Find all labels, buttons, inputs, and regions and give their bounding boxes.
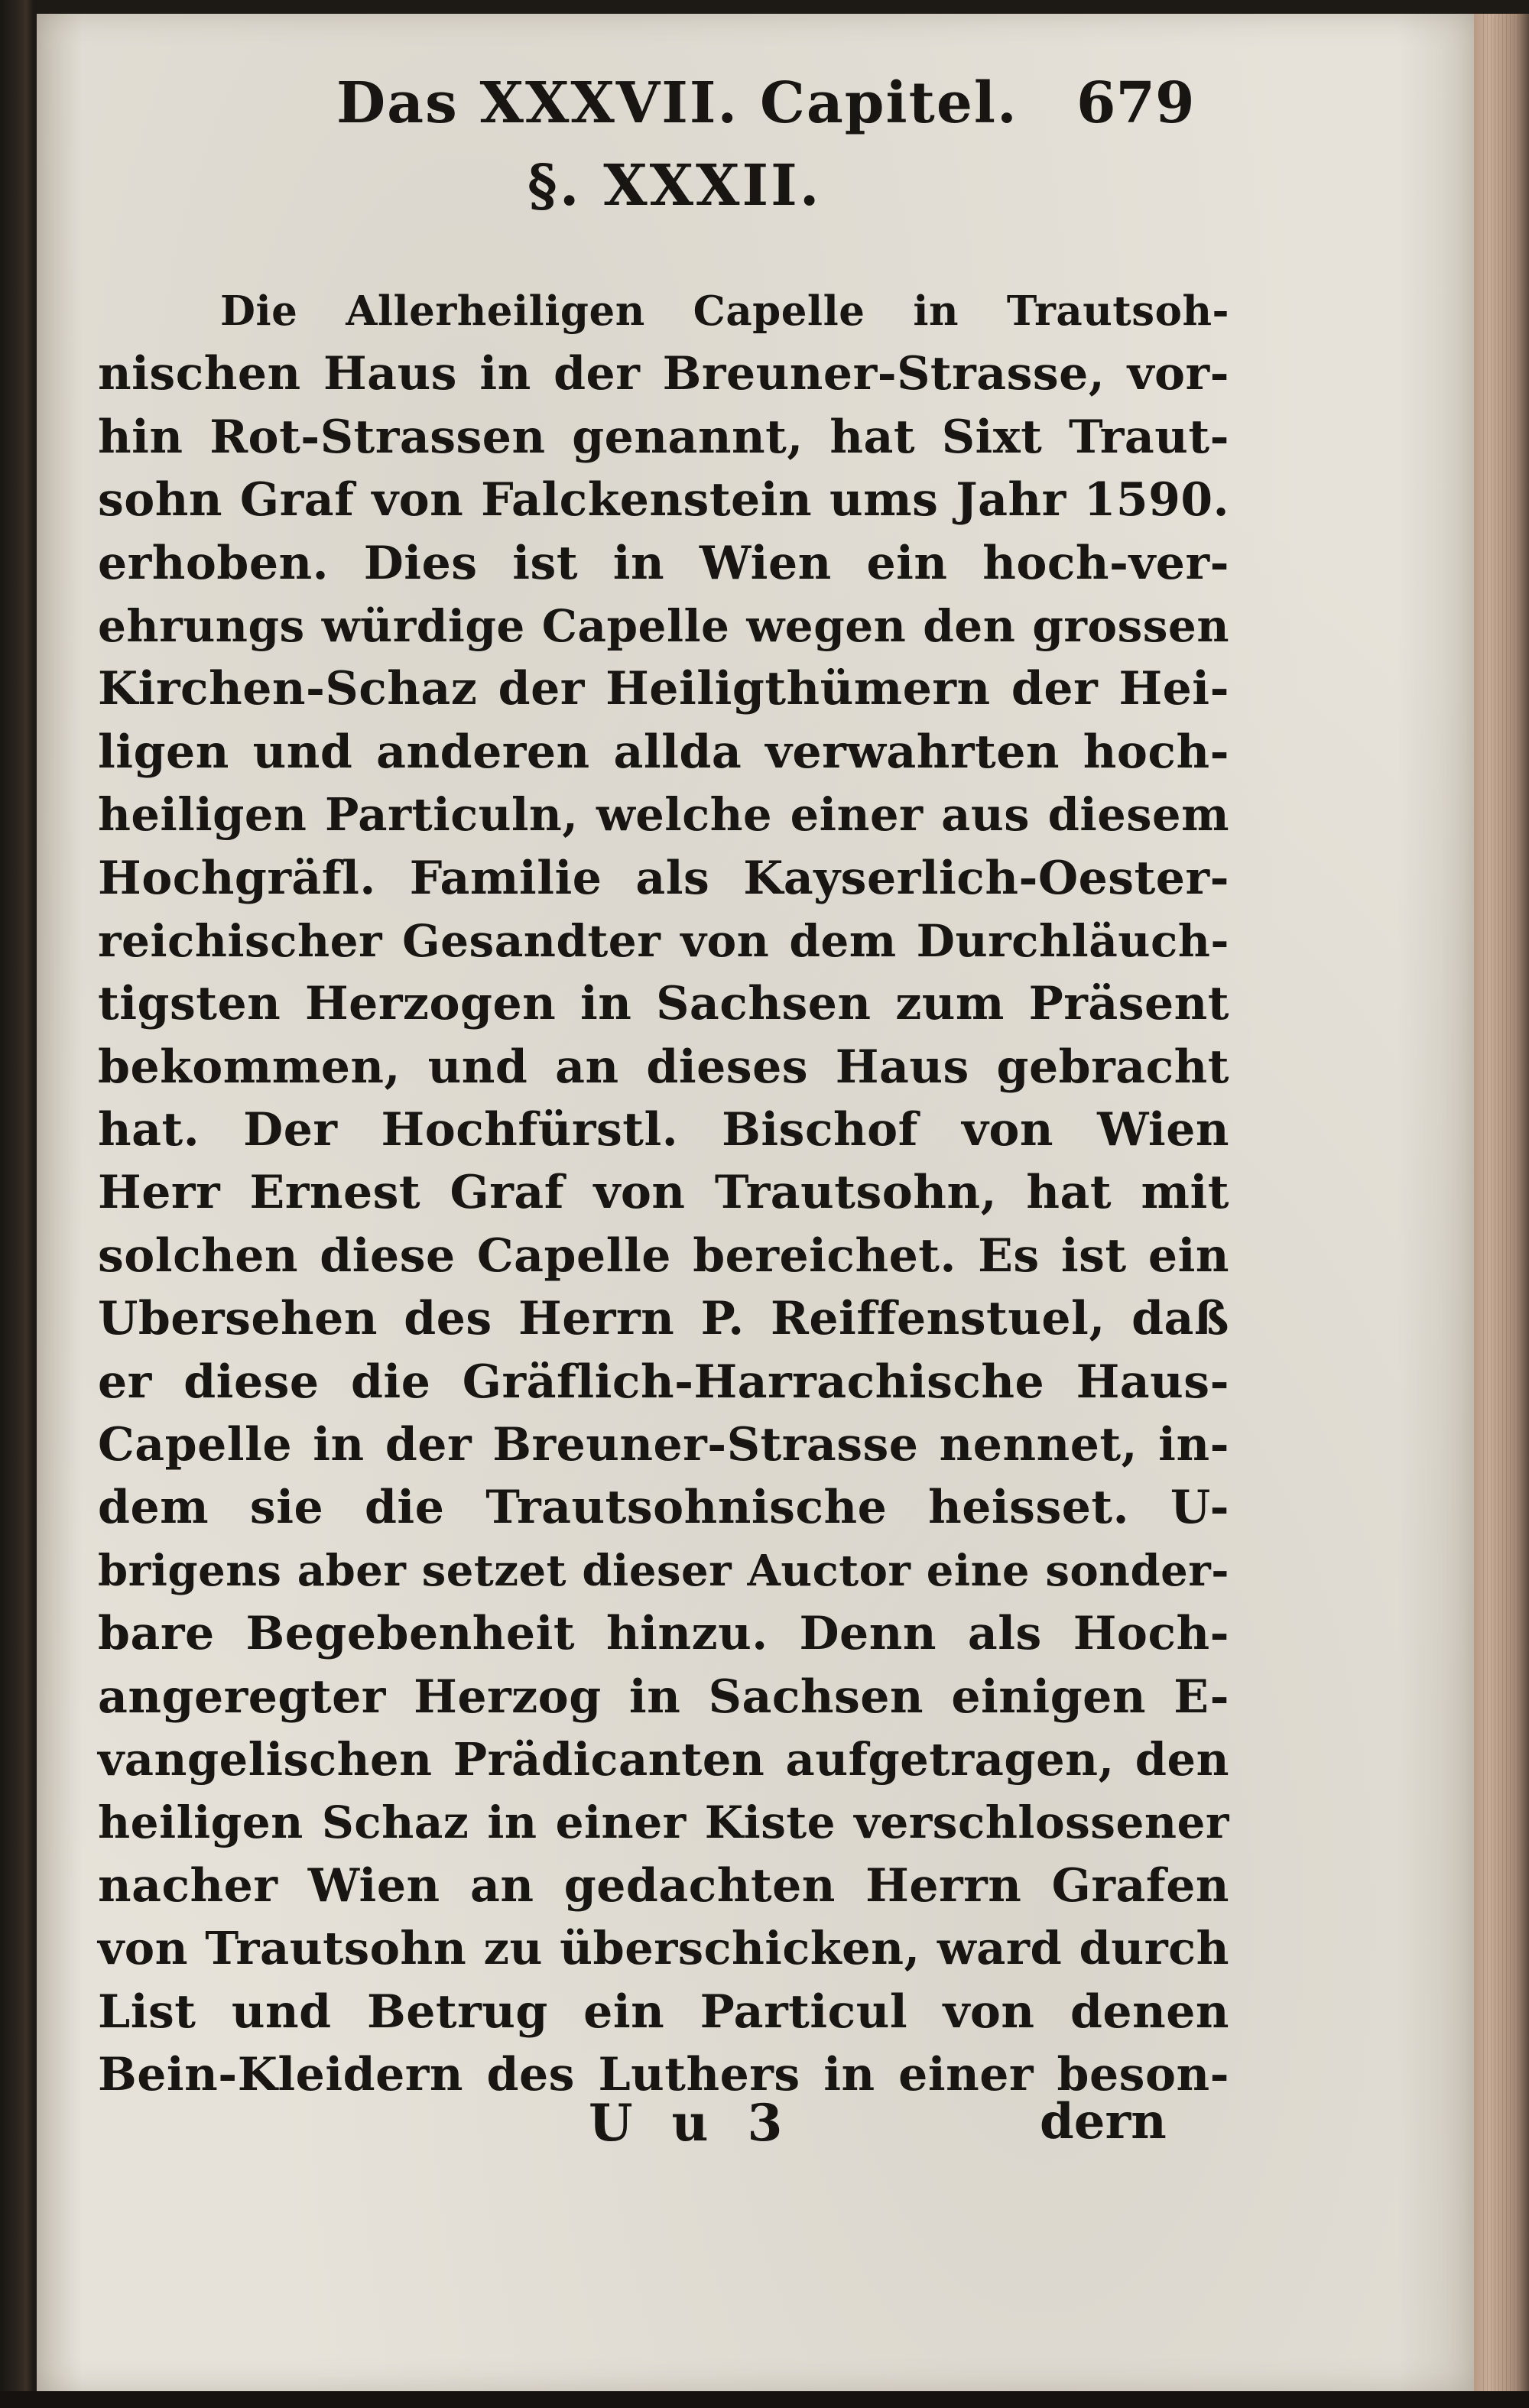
text-line: reichischer Gesandter von dem Durchläuch- xyxy=(98,914,1229,967)
text-line: nacher Wien an gedachten Herrn Grafen xyxy=(98,1858,1229,1913)
body-text xyxy=(98,280,1229,2106)
text-line: er diese die Gräflich-Harrachische Haus- xyxy=(98,1355,1229,1409)
text-line: brigens aber setzet dieser Auctor eine sonder- xyxy=(98,1545,1229,1596)
running-title: Das XXXVII. Capitel. xyxy=(336,70,1018,136)
text-line: hat. Der Hochfürstl. Bischof von Wien xyxy=(98,1103,1229,1157)
text-line: List und Betrug ein Particul von denen xyxy=(98,1984,1229,2039)
text-line: Hochgräfl. Familie als Kayserlich-Oester- xyxy=(98,851,1229,905)
text-line: ehrungs würdige Capelle wegen den grossen xyxy=(98,599,1229,652)
section-heading: §. XXXII. xyxy=(528,153,822,219)
signature-mark: U u 3 xyxy=(589,2093,794,2153)
text-line: sohn Graf von Falckenstein ums Jahr 1590. xyxy=(98,473,1229,527)
text-line: Kirchen-Schaz der Heiligthümern der Hei- xyxy=(98,662,1229,716)
text-line: von Trautsohn zu überschicken, ward durch xyxy=(98,1922,1229,1975)
text-line: tigsten Herzogen in Sachsen zum Präsent xyxy=(98,977,1229,1031)
text-line: erhoben. Dies ist in Wien ein hoch-ver- xyxy=(98,536,1229,590)
page-number: 679 xyxy=(1076,70,1195,136)
text-line: nischen Haus in der Breuner-Strasse, vor- xyxy=(98,347,1229,401)
text-line: dem sie die Trautsohnische heisset. U- xyxy=(98,1481,1229,1535)
text-line: ligen und anderen allda verwahrten hoch- xyxy=(98,725,1229,779)
text-line: Ubersehen des Herrn P. Reiffenstuel, daß xyxy=(98,1292,1229,1346)
text-line: angeregter Herzog in Sachsen einigen E- xyxy=(98,1670,1229,1724)
text-line: bekommen, und an dieses Haus gebracht xyxy=(98,1040,1229,1094)
text-line: solchen diese Capelle bereichet. Es ist ein xyxy=(98,1228,1229,1283)
scan-bottom-border xyxy=(0,2391,1529,2408)
text-line: Herr Ernest Graf von Trautsohn, hat mit xyxy=(98,1166,1229,1220)
text-line: vangelischen Prädicanten aufgetragen, den xyxy=(98,1732,1229,1786)
text-line: heiligen Schaz in einer Kiste verschlossener xyxy=(98,1796,1229,1849)
text-line: bare Begebenheit hinzu. Denn als Hoch- xyxy=(98,1607,1229,1661)
text-line: Bein-Kleidern des Luthers in einer beson- xyxy=(98,2047,1229,2101)
text-line: Die Allerheiligen Capelle in Trautsoh- xyxy=(220,287,1229,335)
catchword: dern xyxy=(1040,2093,1167,2150)
page-block-lines xyxy=(1483,14,1521,2391)
text-line: hin Rot-Strassen genannt, hat Sixt Traut- xyxy=(98,410,1229,464)
text-line: heiligen Particuln, welche einer aus diesem xyxy=(98,788,1229,842)
text-line: Capelle in der Breuner-Strasse nennet, in- xyxy=(98,1418,1229,1472)
